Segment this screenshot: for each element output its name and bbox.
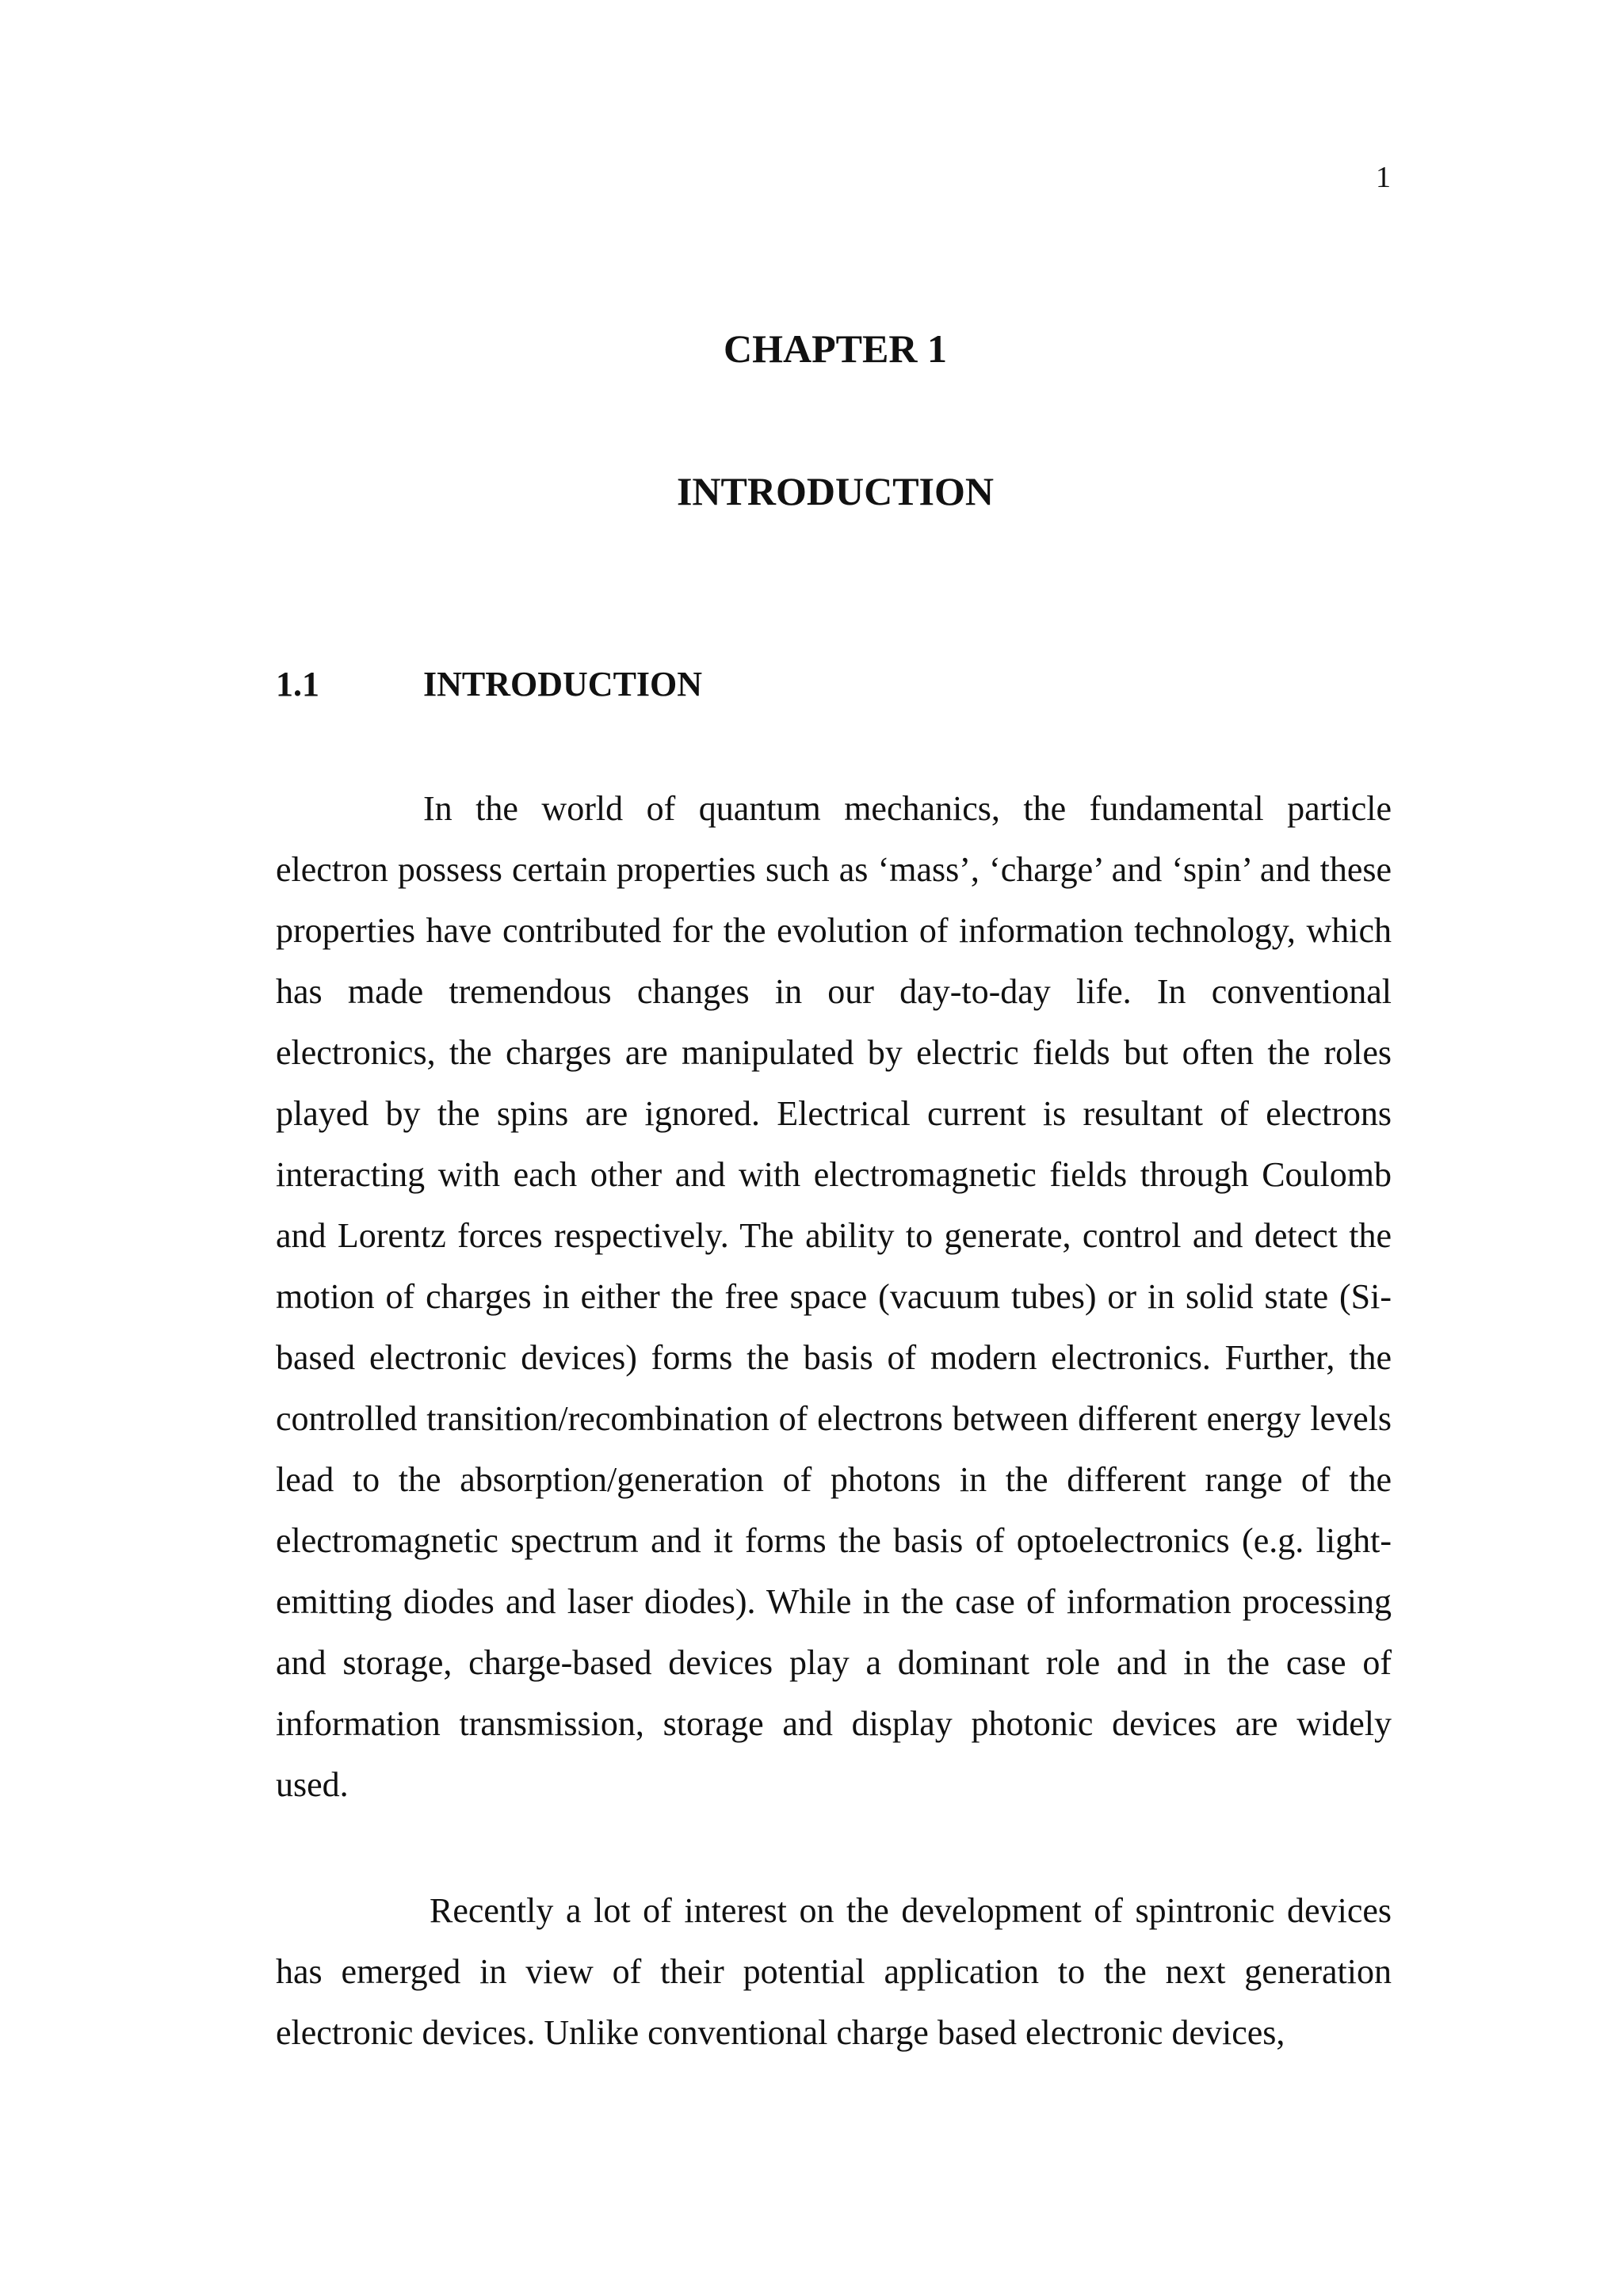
chapter-label: CHAPTER 1 xyxy=(724,326,947,371)
body-paragraph: Recently a lot of interest on the development of spintronic devices has emerged in view of their potential application to the next generation electronic devices. Unlike conventional charge based electronic devices, xyxy=(276,1891,1392,2052)
section-heading xyxy=(276,662,702,707)
page-number: 1 xyxy=(1376,161,1391,194)
section-title: INTRODUCTION xyxy=(423,665,703,704)
section-number: 1.1 xyxy=(276,665,319,704)
body-paragraph: In the world of quantum mechanics, the fundamental particle electron possess certain properties such as ‘mass’, ‘charge’ and ‘spin’ and these properties have contributed for the evolution of information technology, which has made tremendous changes in our day-to-day life. In conventional electronics, the charges are manipulated by electric fields but often the roles played by the spins are ignored. Electrical current is resultant of electrons interacting with each other and with electromagnetic fields through Coulomb and Lorentz forces respectively. The ability to generate, control and detect the motion of charges in either the free space (vacuum tubes) or in solid state (Si-based electronic devices) forms the basis of modern electronics. Further, the controlled transition/recombination of electrons between different energy levels lead to the absorption/generation of photons in the different range of the electromagnetic spectrum and it forms the basis of optoelectronics (e.g. light-emitting diodes and laser diodes). While in the case of information processing and storage, charge-based devices play a dominant role and in the case of information transmission, storage and display photonic devices are widely used. xyxy=(276,789,1392,1804)
chapter-title: INTRODUCTION xyxy=(676,469,995,513)
